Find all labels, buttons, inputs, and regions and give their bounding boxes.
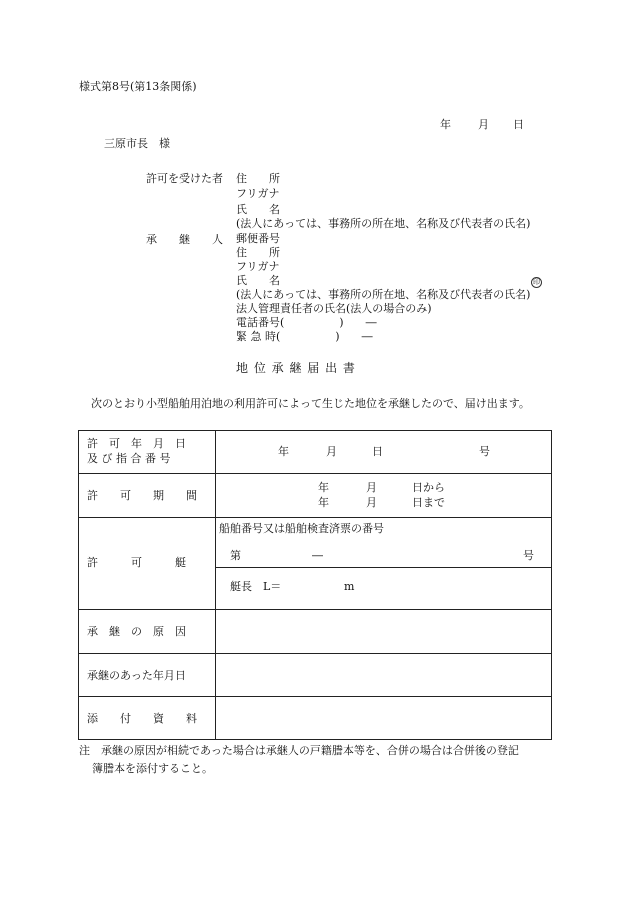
form-table [78,430,552,740]
permitted-vessel-value-cell[interactable] [216,518,552,610]
permit-date-label-b: 及 び 指 合 番 号 [87,452,171,465]
grantee-furigana-label: フリガナ [236,187,280,200]
intro-text: 次のとおり小型船舶用泊地の利用許可によって生じた地位を承継したので、届け出ます。 [91,397,530,410]
period-from-month: 月 [366,481,377,494]
successor-postal-label: 郵便番号 [236,232,280,245]
vessel-dash: ― [312,549,323,562]
permit-day-label: 日 [372,445,383,458]
period-from-day: 日から [412,481,445,494]
period-to-day: 日まで [412,496,445,509]
vessel-number-label: 船舶番号又は船舶検査済票の番号 [219,522,384,535]
emergency-label: 緊 急 時( ) ― [236,330,373,343]
grantee-address-label: 住 所 [236,172,280,185]
form-number: 様式第8号(第13条関係) [79,80,197,93]
table-row [79,431,552,474]
successor-label: 承 継 人 [146,233,223,246]
date-day-label: 日 [513,118,524,131]
grantee-label: 許可を受けた者 [146,172,223,185]
succession-cause-label: 承 継 の 原 因 [87,625,186,638]
vessel-go-label: 号 [523,549,534,562]
phone-label: 電話番号( ) ― [236,316,377,329]
succession-date-label: 承継のあった年月日 [87,669,186,682]
date-year-label: 年 [440,118,451,131]
grantee-name-label: 氏 名 [236,203,280,216]
note-line-1: 注 承継の原因が相続であった場合は承継人の戸籍謄本等を、合併の場合は合併後の登記 [79,744,519,757]
succession-cause-value-cell[interactable] [216,610,552,654]
permit-year-label: 年 [278,445,289,458]
period-to-month: 月 [366,496,377,509]
attachments-label: 添 付 資 料 [87,712,197,725]
permitted-vessel-label-cell [79,518,216,610]
succession-date-label-cell [79,654,216,697]
vessel-length-unit: m [344,580,355,593]
permit-date-label-a: 許 可 年 月 日 [87,437,186,450]
grantee-corp-note: (法人にあっては、事務所の所在地、名称及び代表者の氏名) [236,217,531,230]
permitted-vessel-label: 許 可 艇 [87,556,186,569]
period-from-year: 年 [318,481,329,494]
seal-icon: 印 [533,278,540,286]
table-row [79,610,552,654]
document-title: 地 位 承 継 届 出 書 [236,361,356,375]
permit-date-value-cell[interactable] [216,431,552,474]
table-row [79,474,552,518]
permit-number-label: 号 [479,445,490,458]
table-row [79,697,552,740]
corp-manager-label: 法人管理責任者の氏名(法人の場合のみ) [236,302,432,315]
succession-cause-label-cell [79,610,216,654]
permit-period-value-cell[interactable] [216,474,552,518]
succession-date-value-cell[interactable] [216,654,552,697]
successor-corp-note: (法人にあっては、事務所の所在地、名称及び代表者の氏名) [236,288,531,301]
successor-address-label: 住 所 [236,246,280,259]
permit-period-label-cell [79,474,216,518]
note-line-2: 簿謄本を添付すること。 [92,762,213,775]
successor-furigana-label: フリガナ [236,260,280,273]
table-row [79,654,552,697]
table-row [79,518,552,610]
vessel-divider [216,567,551,568]
vessel-length-label: 艇長 L＝ [230,580,282,593]
addressee: 三原市長 様 [104,137,170,150]
attachments-label-cell [79,697,216,740]
date-month-label: 月 [478,118,489,131]
permit-period-label: 許 可 期 間 [87,489,197,502]
vessel-dai-label: 第 [230,549,241,562]
successor-name-label: 氏 名 [236,274,280,287]
attachments-value-cell[interactable] [216,697,552,740]
permit-month-label: 月 [326,445,337,458]
permit-date-label-cell [79,431,216,474]
period-to-year: 年 [318,496,329,509]
